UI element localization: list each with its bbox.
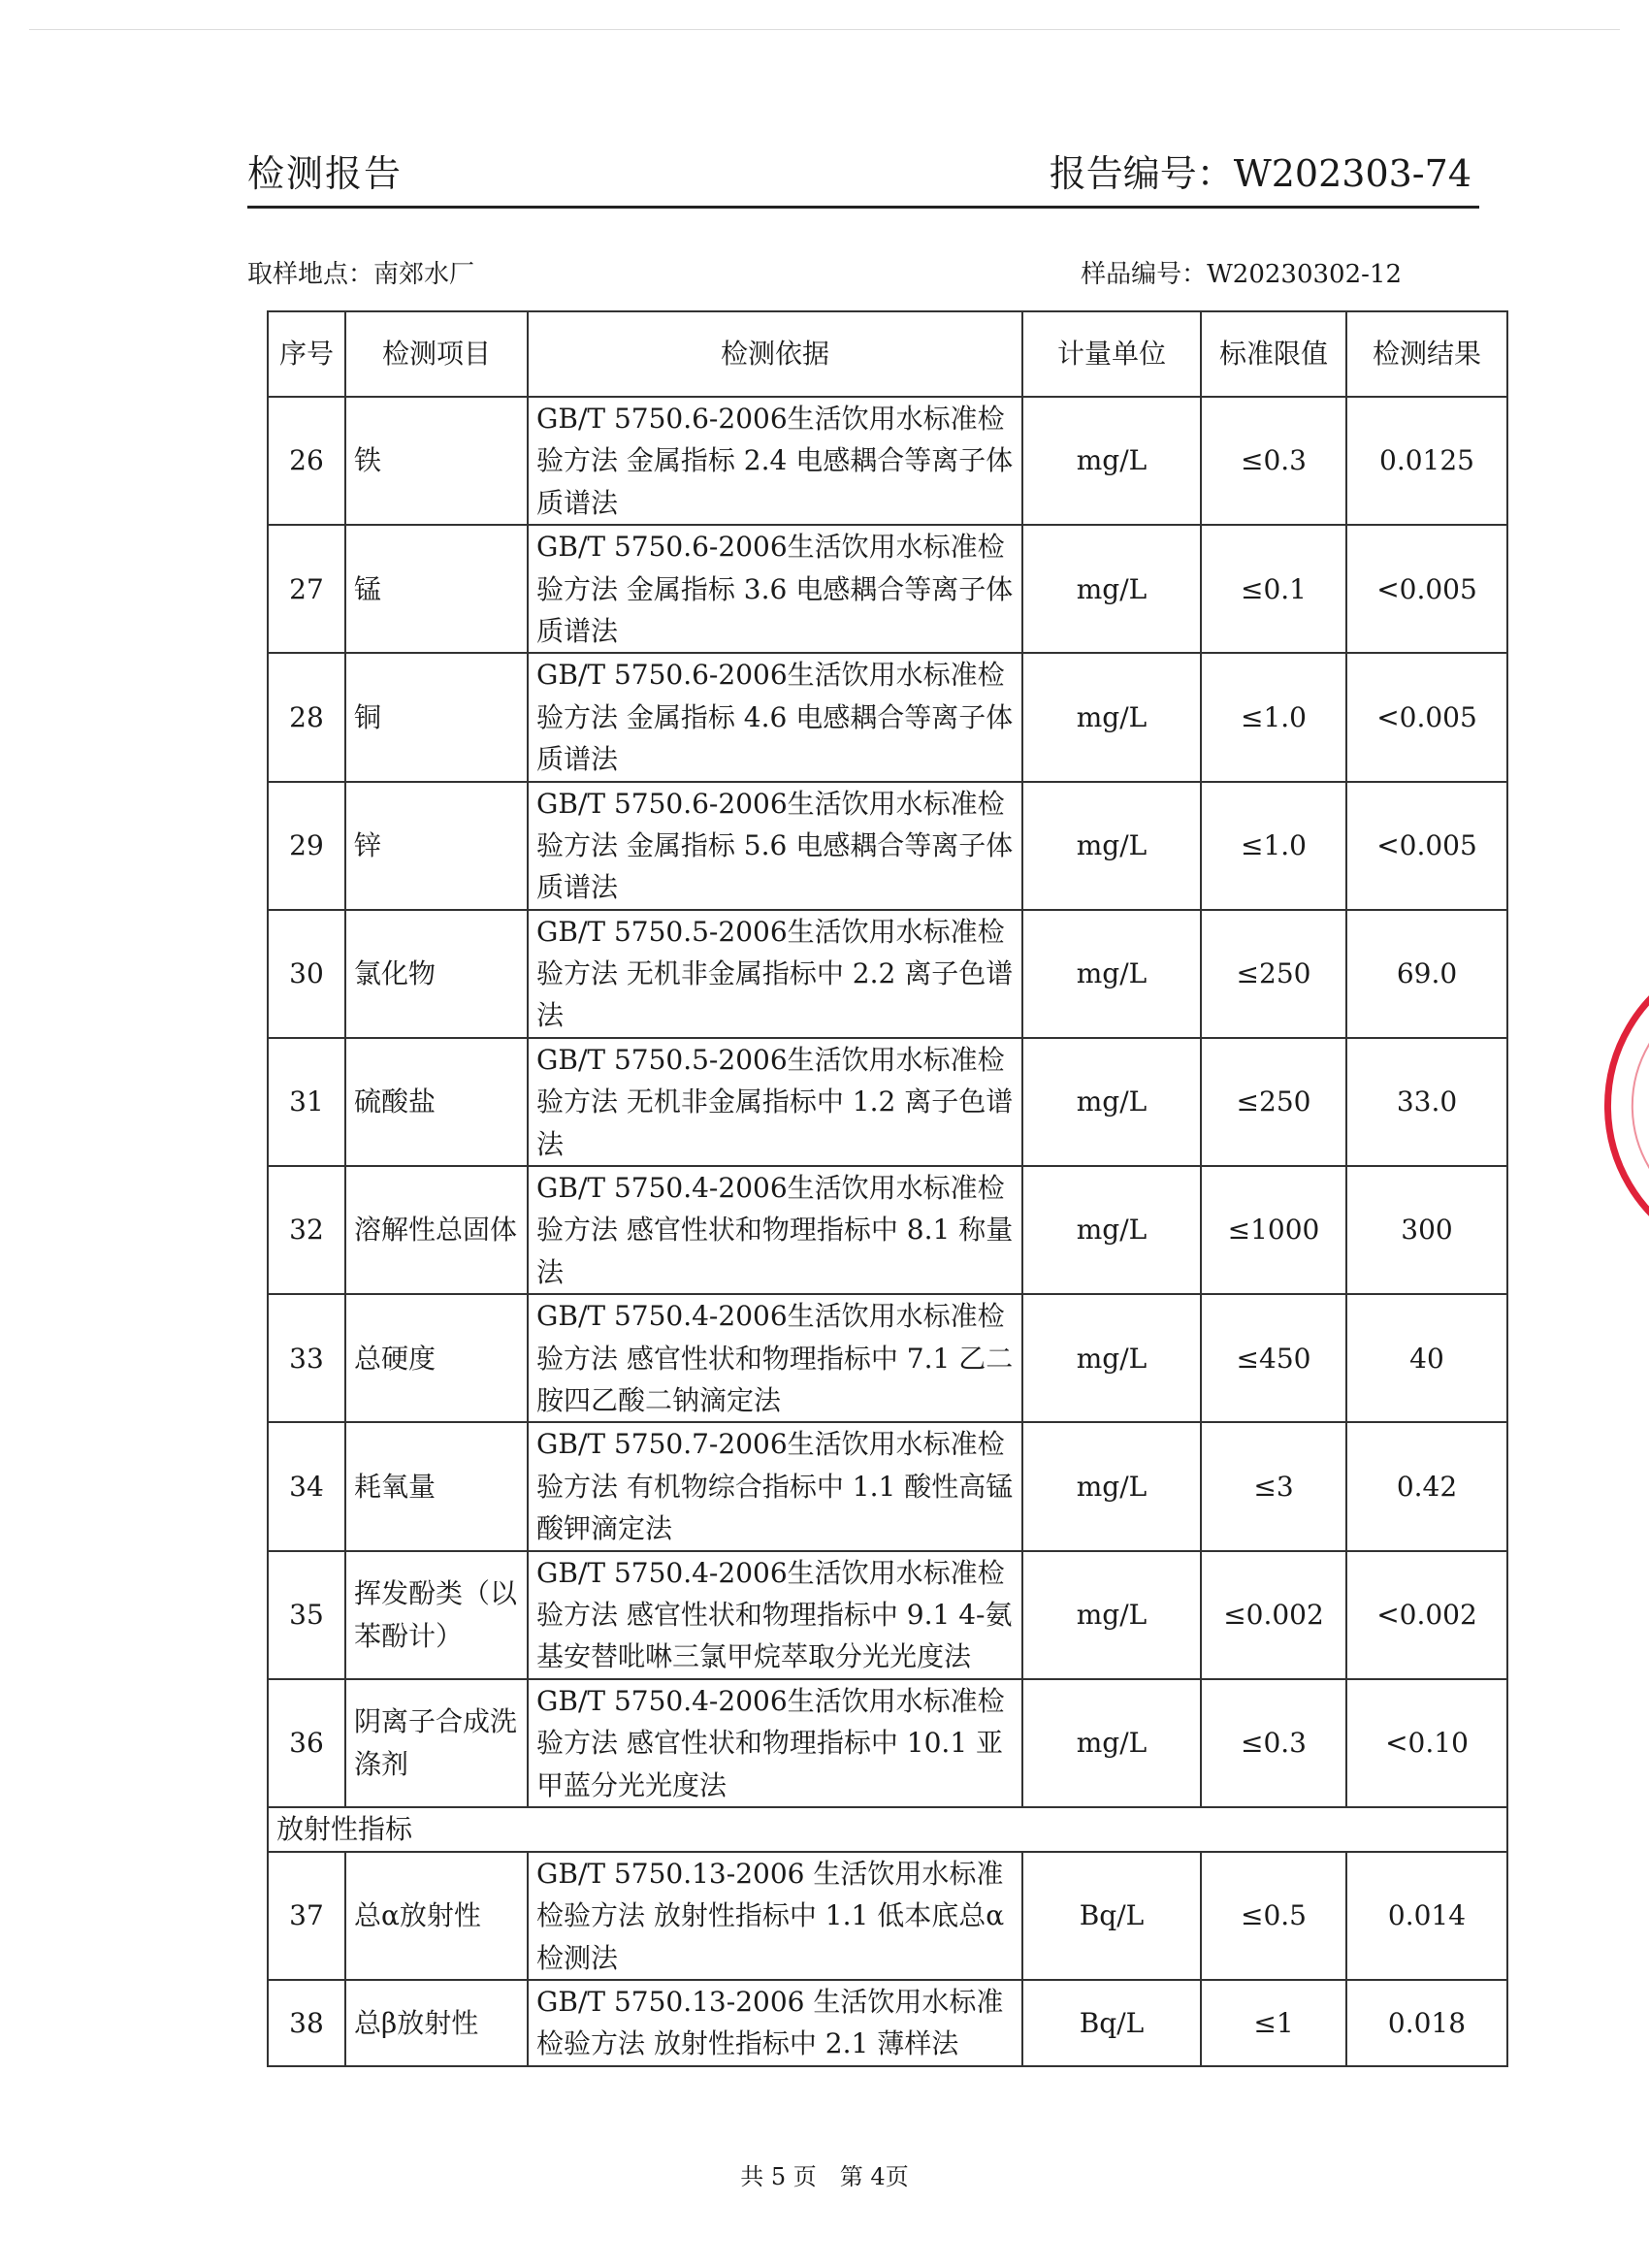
header-no: 序号 — [268, 311, 345, 397]
row-unit: mg/L — [1022, 782, 1201, 910]
row-no: 27 — [268, 525, 345, 653]
row-unit: mg/L — [1022, 525, 1201, 653]
page-footer: 共 5 页 第 4页 — [740, 2163, 909, 2190]
row-limit: ≤1 — [1201, 1980, 1346, 2066]
sample-number: 样品编号：W20230302-12 — [1081, 260, 1402, 289]
row-basis: GB/T 5750.4-2006生活饮用水标准检验方法 感官性状和物理指标中 8.1 称量法 — [528, 1166, 1022, 1294]
row-no: 30 — [268, 910, 345, 1038]
row-result: 0.42 — [1346, 1422, 1507, 1550]
row-basis: GB/T 5750.4-2006生活饮用水标准检验方法 感官性状和物理指标中 10.1 亚甲蓝分光光度法 — [528, 1679, 1022, 1807]
row-item: 总硬度 — [345, 1294, 528, 1422]
header-unit: 计量单位 — [1022, 311, 1201, 397]
row-limit: ≤0.5 — [1201, 1852, 1346, 1980]
row-unit: mg/L — [1022, 910, 1201, 1038]
row-result: 0.0125 — [1346, 397, 1507, 525]
report-title: 检测报告 — [247, 152, 404, 195]
row-basis: GB/T 5750.5-2006生活饮用水标准检验方法 无机非金属指标中 1.2 离子色谱法 — [528, 1038, 1022, 1166]
row-basis: GB/T 5750.13-2006 生活饮用水标准检验方法 放射性指标中 1.1 低本底总α检测法 — [528, 1852, 1022, 1980]
table-header-row — [268, 311, 1507, 397]
row-unit: mg/L — [1022, 1166, 1201, 1294]
row-item: 锰 — [345, 525, 528, 653]
row-unit: mg/L — [1022, 1679, 1201, 1807]
row-unit: Bq/L — [1022, 1852, 1201, 1980]
row-result: 300 — [1346, 1166, 1507, 1294]
header-item: 检测项目 — [345, 311, 528, 397]
row-unit: mg/L — [1022, 1422, 1201, 1550]
table-row — [268, 525, 1507, 653]
row-item: 硫酸盐 — [345, 1038, 528, 1166]
row-no: 38 — [268, 1980, 345, 2066]
row-basis: GB/T 5750.6-2006生活饮用水标准检验方法 金属指标 5.6 电感耦合等离子体质谱法 — [528, 782, 1022, 910]
row-limit: ≤1000 — [1201, 1166, 1346, 1294]
row-no: 26 — [268, 397, 345, 525]
row-item: 铁 — [345, 397, 528, 525]
row-no: 33 — [268, 1294, 345, 1422]
row-limit: ≤250 — [1201, 910, 1346, 1038]
row-result: 69.0 — [1346, 910, 1507, 1038]
table-row — [268, 1166, 1507, 1294]
row-basis: GB/T 5750.6-2006生活饮用水标准检验方法 金属指标 3.6 电感耦合等离子体质谱法 — [528, 525, 1022, 653]
row-limit: ≤3 — [1201, 1422, 1346, 1550]
row-basis: GB/T 5750.4-2006生活饮用水标准检验方法 感官性状和物理指标中 7.1 乙二胺四乙酸二钠滴定法 — [528, 1294, 1022, 1422]
row-basis: GB/T 5750.5-2006生活饮用水标准检验方法 无机非金属指标中 2.2 离子色谱法 — [528, 910, 1022, 1038]
table-row — [268, 653, 1507, 781]
row-no: 36 — [268, 1679, 345, 1807]
row-item: 铜 — [345, 653, 528, 781]
row-item: 耗氧量 — [345, 1422, 528, 1550]
row-limit: ≤0.002 — [1201, 1551, 1346, 1679]
table-row — [268, 1294, 1507, 1422]
row-result: <0.005 — [1346, 525, 1507, 653]
row-item: 挥发酚类（以苯酚计） — [345, 1551, 528, 1679]
row-no: 34 — [268, 1422, 345, 1550]
report-header — [247, 136, 1479, 209]
row-item: 总α放射性 — [345, 1852, 528, 1980]
row-result: 40 — [1346, 1294, 1507, 1422]
row-limit: ≤0.3 — [1201, 397, 1346, 525]
table-row — [268, 1852, 1507, 1980]
scan-edge-line — [29, 29, 1620, 30]
row-no: 32 — [268, 1166, 345, 1294]
table-row — [268, 1038, 1507, 1166]
row-result: <0.005 — [1346, 782, 1507, 910]
row-unit: mg/L — [1022, 1038, 1201, 1166]
row-item: 溶解性总固体 — [345, 1166, 528, 1294]
row-item: 锌 — [345, 782, 528, 910]
row-limit: ≤1.0 — [1201, 782, 1346, 910]
row-item: 阴离子合成洗涤剂 — [345, 1679, 528, 1807]
table-row — [268, 1679, 1507, 1807]
row-unit: Bq/L — [1022, 1980, 1201, 2066]
row-basis: GB/T 5750.13-2006 生活饮用水标准检验方法 放射性指标中 2.1 薄样法 — [528, 1980, 1022, 2066]
row-limit: ≤1.0 — [1201, 653, 1346, 781]
row-result: 0.018 — [1346, 1980, 1507, 2066]
table-row — [268, 1551, 1507, 1679]
row-basis: GB/T 5750.4-2006生活饮用水标准检验方法 感官性状和物理指标中 9.1 4-氨基安替吡啉三氯甲烷萃取分光光度法 — [528, 1551, 1022, 1679]
section-row — [268, 1807, 1507, 1852]
results-table — [267, 310, 1508, 2067]
row-item: 氯化物 — [345, 910, 528, 1038]
row-basis: GB/T 5750.6-2006生活饮用水标准检验方法 金属指标 4.6 电感耦合等离子体质谱法 — [528, 653, 1022, 781]
row-unit: mg/L — [1022, 1551, 1201, 1679]
red-seal-icon — [1542, 960, 1649, 1251]
row-unit: mg/L — [1022, 653, 1201, 781]
row-no: 28 — [268, 653, 345, 781]
row-limit: ≤0.3 — [1201, 1679, 1346, 1807]
table-row — [268, 1980, 1507, 2066]
table-row — [268, 782, 1507, 910]
row-basis: GB/T 5750.6-2006生活饮用水标准检验方法 金属指标 2.4 电感耦合等离子体质谱法 — [528, 397, 1022, 525]
row-no: 29 — [268, 782, 345, 910]
header-limit: 标准限值 — [1201, 311, 1346, 397]
report-number: 报告编号：W202303-74 — [1049, 152, 1471, 195]
row-limit: ≤0.1 — [1201, 525, 1346, 653]
row-no: 35 — [268, 1551, 345, 1679]
row-item: 总β放射性 — [345, 1980, 528, 2066]
row-result: 0.014 — [1346, 1852, 1507, 1980]
row-no: 31 — [268, 1038, 345, 1166]
row-result: 33.0 — [1346, 1038, 1507, 1166]
header-result: 检测结果 — [1346, 311, 1507, 397]
table-row — [268, 1422, 1507, 1550]
table-row — [268, 397, 1507, 525]
table-row — [268, 910, 1507, 1038]
row-limit: ≤450 — [1201, 1294, 1346, 1422]
sampling-site: 取样地点：南郊水厂 — [247, 260, 475, 289]
row-limit: ≤250 — [1201, 1038, 1346, 1166]
row-unit: mg/L — [1022, 397, 1201, 525]
header-basis: 检测依据 — [528, 311, 1022, 397]
row-result: <0.10 — [1346, 1679, 1507, 1807]
row-result: <0.002 — [1346, 1551, 1507, 1679]
section-label-radioactivity: 放射性指标 — [268, 1807, 1507, 1852]
row-result: <0.005 — [1346, 653, 1507, 781]
row-unit: mg/L — [1022, 1294, 1201, 1422]
row-basis: GB/T 5750.7-2006生活饮用水标准检验方法 有机物综合指标中 1.1 酸性高锰酸钾滴定法 — [528, 1422, 1022, 1550]
row-no: 37 — [268, 1852, 345, 1980]
